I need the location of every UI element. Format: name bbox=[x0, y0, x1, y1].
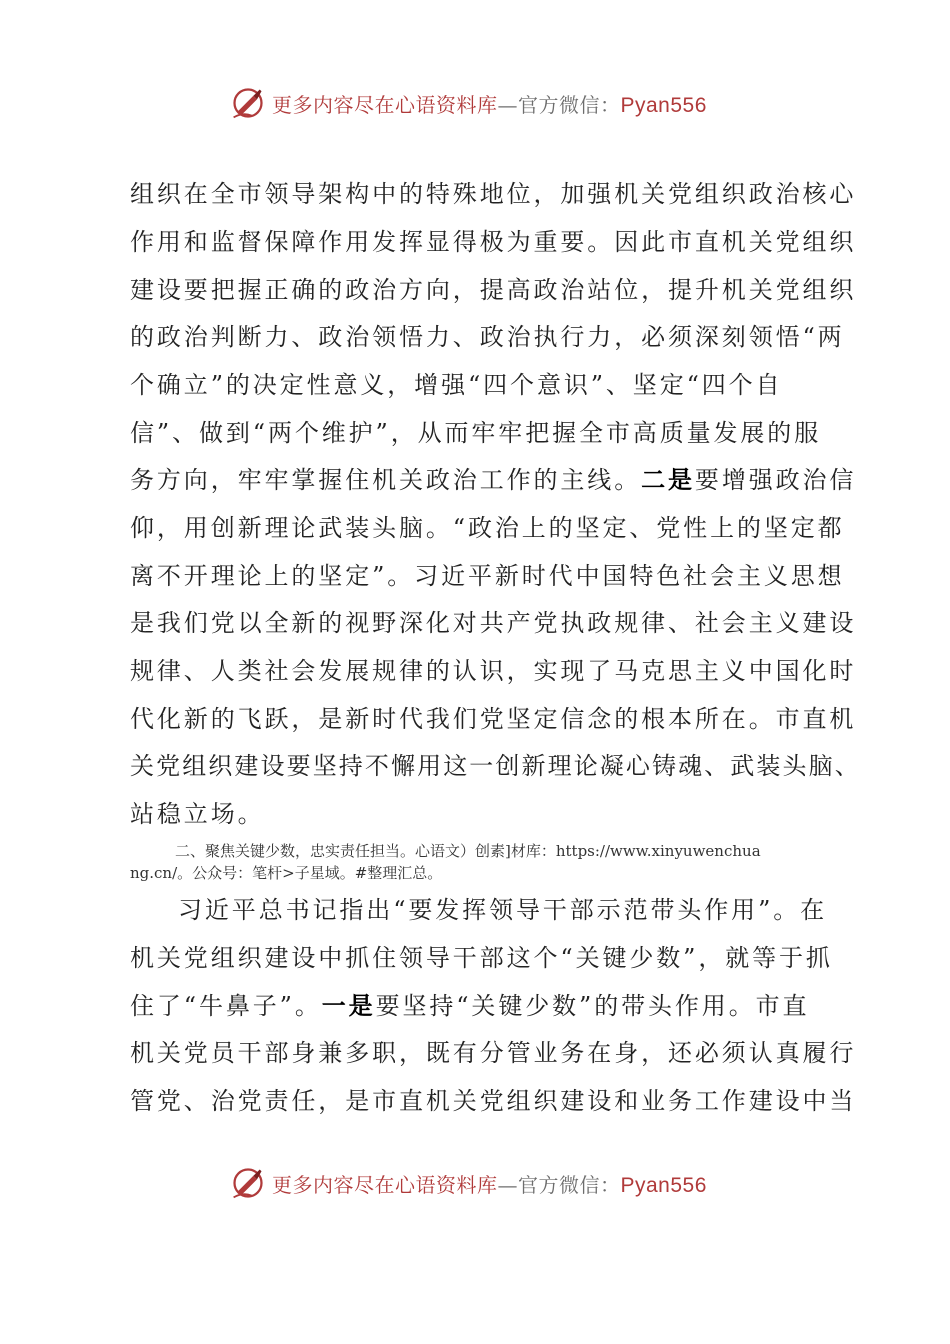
pen-logo-icon bbox=[230, 1165, 266, 1201]
body-line: 是我们党以全新的视野深化对共产党执政规律、社会主义建设 bbox=[130, 609, 857, 637]
banner-dash: — bbox=[497, 1172, 518, 1197]
body-line: 习近平总书记指出“要发挥领导干部示范带头作用”。在 bbox=[178, 896, 828, 924]
body-line: 站稳立场。 bbox=[130, 800, 265, 828]
pen-logo-icon bbox=[230, 85, 266, 121]
body-line: 的政治判断力、政治领悟力、政治执行力，必须深刻领悟“两 bbox=[130, 323, 845, 351]
body-line: 信”、做到“两个维护”，从而牢牢把握全市高质量发展的服 bbox=[130, 419, 822, 447]
banner-main-text: 更多内容尽在心语资料库 bbox=[272, 1172, 498, 1197]
banner-wx-label: 官方微信： bbox=[518, 1172, 621, 1197]
body-line: 仰，用创新理论武装头脑。“政治上的坚定、党性上的坚定都 bbox=[130, 514, 845, 542]
body-line bbox=[130, 460, 856, 500]
body-text: 要坚持“关键少数”的带头作用。市直 bbox=[375, 992, 810, 1020]
footer-banner bbox=[0, 1160, 950, 1206]
banner-wx-id: Pyan556 bbox=[620, 1173, 707, 1197]
body-text: 务方向，牢牢掌握住机关政治工作的主线。 bbox=[130, 466, 642, 494]
section-heading: 二、聚焦关键少数，忠实责任担当。心语文）创素]材库：https://www.xinyuwenchua bbox=[175, 842, 761, 860]
body-line: 建设要把握正确的政治方向，提高政治站位，提升机关党组织 bbox=[130, 276, 857, 304]
body-line bbox=[130, 986, 809, 1026]
banner-wx-label: 官方微信： bbox=[518, 92, 621, 117]
section-heading-cont: ng.cn/。公众号：笔杆>子星域。#整理汇总。 bbox=[130, 864, 443, 882]
body-line: 关党组织建设要坚持不懈用这一创新理论凝心铸魂、武装头脑、 bbox=[130, 752, 861, 780]
body-line: 机关党员干部身兼多职，既有分管业务在身，还必须认真履行 bbox=[130, 1039, 857, 1067]
banner-main-text: 更多内容尽在心语资料库 bbox=[272, 92, 498, 117]
body-line: 作用和监督保障作用发挥显得极为重要。因此市直机关党组织 bbox=[130, 228, 857, 256]
header-banner bbox=[0, 80, 950, 126]
body-line: 机关党组织建设中抓住领导干部这个“关键少数”，就等于抓 bbox=[130, 944, 833, 972]
banner-text bbox=[272, 1169, 707, 1198]
bold-lead: 二是 bbox=[641, 465, 695, 494]
body-text: 住了“牛鼻子”。 bbox=[130, 992, 322, 1020]
body-line: 组织在全市领导架构中的特殊地位，加强机关党组织政治核心 bbox=[130, 180, 857, 208]
banner-wx-id: Pyan556 bbox=[620, 93, 707, 117]
body-line: 管党、治党责任，是市直机关党组织建设和业务工作建设中当 bbox=[130, 1087, 857, 1115]
body-line: 规律、人类社会发展规律的认识，实现了马克思主义中国化时 bbox=[130, 657, 857, 685]
body-line: 个确立”的决定性意义，增强“四个意识”、坚定“四个自 bbox=[130, 371, 783, 399]
body-text: 要增强政治信 bbox=[694, 466, 857, 494]
bold-lead: 一是 bbox=[321, 991, 376, 1020]
banner-text bbox=[272, 89, 707, 118]
banner-dash: — bbox=[497, 92, 518, 117]
body-line: 离不开理论上的坚定”。习近平新时代中国特色社会主义思想 bbox=[130, 562, 845, 590]
body-line: 代化新的飞跃，是新时代我们党坚定信念的根本所在。市直机 bbox=[130, 705, 857, 733]
